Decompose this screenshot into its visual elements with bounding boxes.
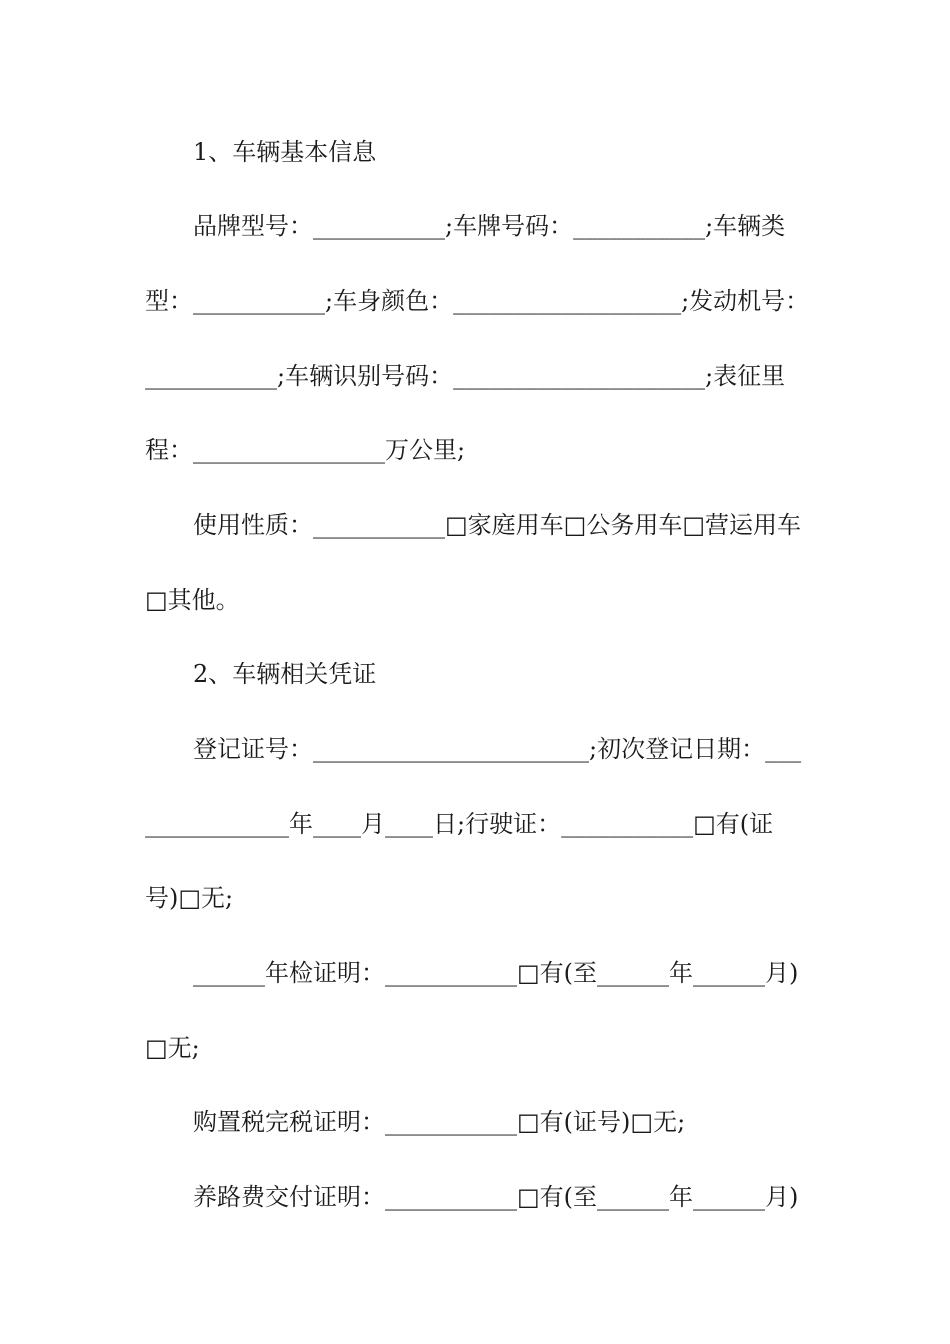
paragraph-line: ___________;车辆识别号码：_____________________;表征里 xyxy=(145,362,786,390)
section-heading-basic-info: 1、车辆基本信息 xyxy=(193,138,377,166)
paragraph-line: 品牌型号：___________;车牌号码：___________;车辆类 xyxy=(193,212,786,240)
paragraph-line: ____________年____月____日;行驶证：___________□有(证 xyxy=(145,810,774,838)
paragraph-line: ______年检证明：___________□有(至______年______月) xyxy=(193,959,799,987)
paragraph-line: 购置税完税证明：___________□有(证号)□无; xyxy=(193,1108,686,1136)
paragraph-line: 登记证号：_______________________;初次登记日期：___ xyxy=(193,735,802,763)
paragraph-line: 程：________________万公里; xyxy=(145,436,466,464)
section-heading-documents: 2、车辆相关凭证 xyxy=(193,660,377,688)
paragraph-line: 养路费交付证明：___________□有(至______年______月) xyxy=(193,1183,799,1211)
paragraph-line: 使用性质：___________□家庭用车□公务用车□营运用车 xyxy=(193,511,802,539)
paragraph-line: 型：___________;车身颜色：___________________;发动机号： xyxy=(145,287,810,315)
paragraph-line: □无; xyxy=(145,1034,200,1062)
paragraph-line: □其他。 xyxy=(145,586,240,614)
paragraph-line: 号)□无; xyxy=(145,884,234,912)
